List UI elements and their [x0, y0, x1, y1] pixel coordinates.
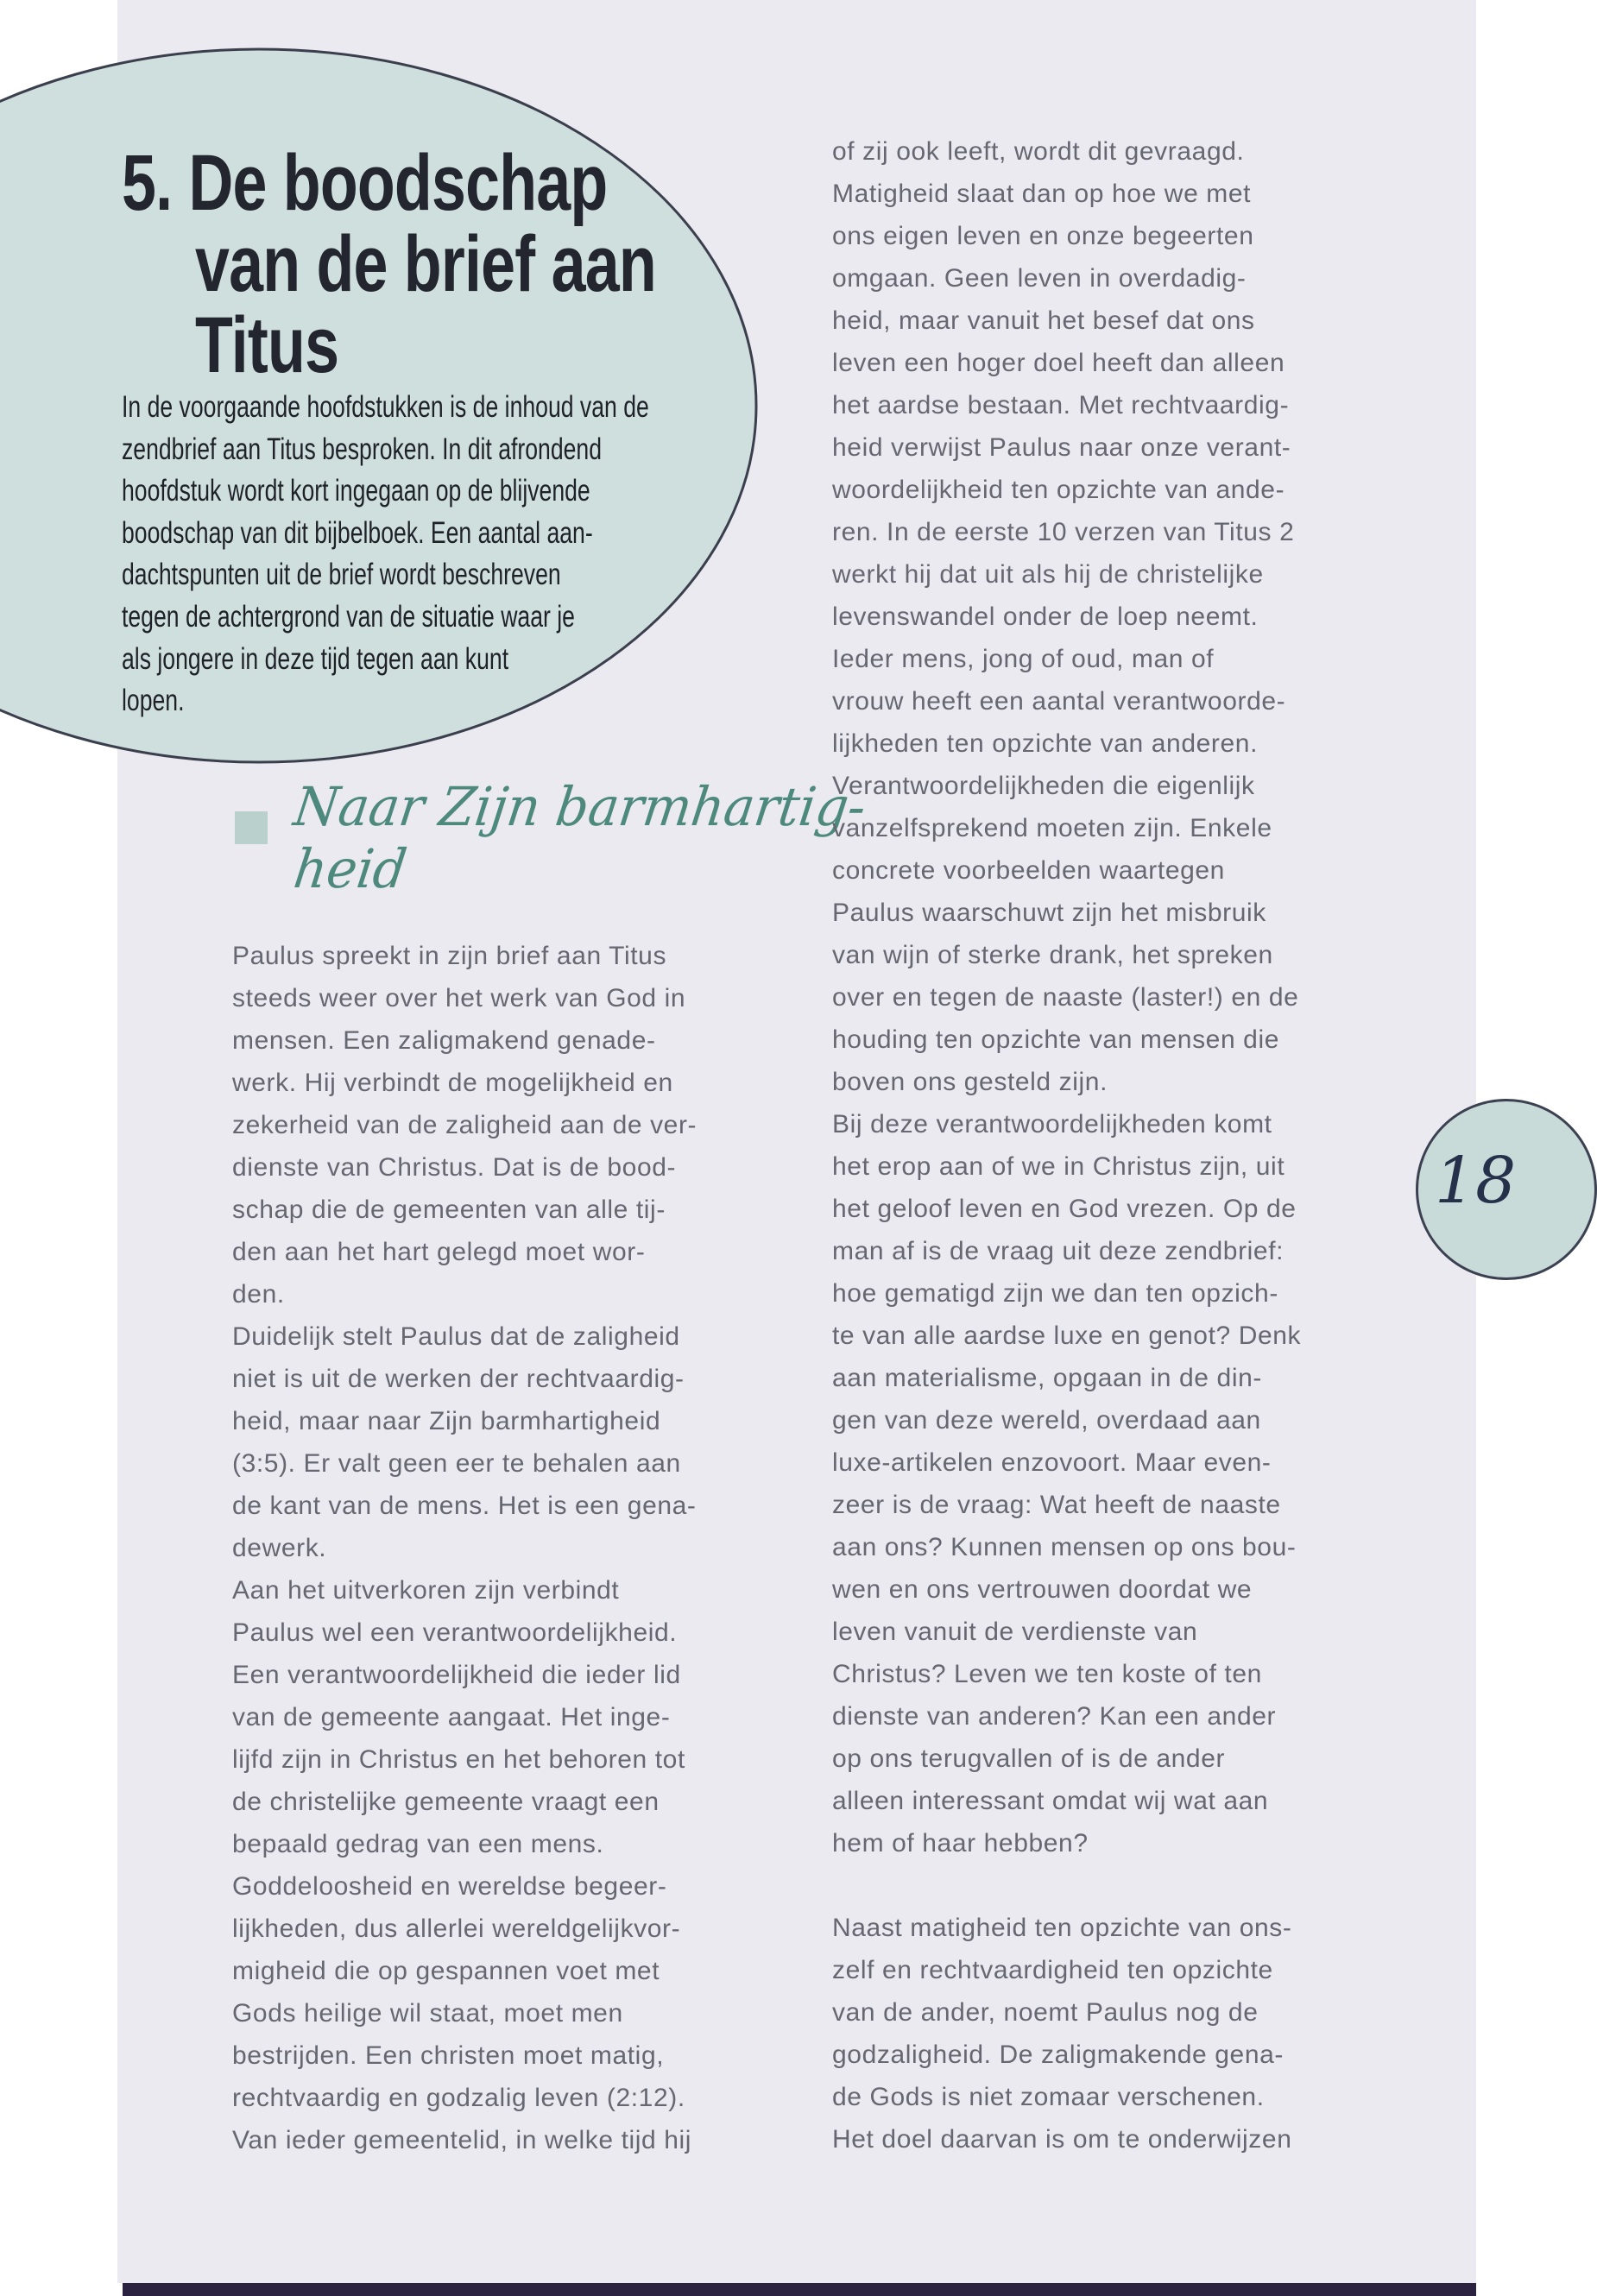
- book-page: [117, 0, 1517, 2283]
- body-text-line: den.: [232, 1280, 285, 1309]
- body-text-line: vrouw heeft een aantal verantwoorde-: [832, 687, 1286, 716]
- body-text-line: over en tegen de naaste (laster!) en de: [832, 983, 1299, 1012]
- body-text-line: dienste van Christus. Dat is de bood-: [232, 1153, 677, 1182]
- body-text-line: ren. In de eerste 10 verzen van Titus 2: [832, 518, 1295, 546]
- body-text-line: migheid die op gespannen voet met: [232, 1957, 660, 1985]
- body-text-line: Christus? Leven we ten koste of ten: [832, 1660, 1262, 1688]
- body-text-line: werk. Hij verbindt de mogelijkheid en: [232, 1069, 673, 1097]
- body-text-line: de christelijke gemeente vraagt een: [232, 1788, 660, 1816]
- body-text-line: gen van deze wereld, overdaad aan: [832, 1406, 1261, 1435]
- body-text-line: bepaald gedrag van een mens.: [232, 1830, 604, 1858]
- body-text-line: wen en ons vertrouwen doordat we: [832, 1575, 1253, 1604]
- body-text-line: lijkheden, dus allerlei wereldgelijkvor-: [232, 1914, 681, 1943]
- body-text-line: zelf en rechtvaardigheid ten opzichte: [832, 1956, 1273, 1984]
- body-text-line: Naast matigheid ten opzichte van ons-: [832, 1914, 1292, 1942]
- body-text-line: dewerk.: [232, 1534, 327, 1562]
- body-text-line: Matigheid slaat dan op hoe we met: [832, 180, 1252, 208]
- body-text-line: Paulus spreekt in zijn brief aan Titus: [232, 942, 667, 970]
- body-text-line: het erop aan of we in Christus zijn, uit: [832, 1152, 1285, 1181]
- body-text-line: leven een hoger doel heeft dan alleen: [832, 349, 1285, 377]
- body-text-line: Paulus wel een verantwoordelijkheid.: [232, 1618, 678, 1647]
- intro-text-line: boodschap van dit bijbelboek. Een aantal aan-: [122, 515, 593, 550]
- body-text-line: aan materialisme, opgaan in de din-: [832, 1364, 1262, 1392]
- body-text-line: godzaligheid. De zaligmakende gena-: [832, 2041, 1285, 2069]
- body-text-line: Gods heilige wil staat, moet men: [232, 1999, 623, 2028]
- body-text-line: leven vanuit de verdienste van: [832, 1618, 1198, 1646]
- body-text-line: Ieder mens, jong of oud, man of: [832, 645, 1215, 673]
- body-text-line: man af is de vraag uit deze zendbrief:: [832, 1237, 1285, 1265]
- body-text-line: zeer is de vraag: Wat heeft de naaste: [832, 1491, 1281, 1519]
- body-text-line: alleen interessant omdat wij wat aan: [832, 1787, 1269, 1815]
- intro-text-line: zendbrief aan Titus besproken. In dit afrondend: [122, 432, 603, 466]
- body-text-line: bestrijden. Een christen moet matig,: [232, 2041, 665, 2070]
- left-text-column: [232, 935, 697, 2161]
- intro-text-line: In de voorgaande hoofdstukken is de inhoud van de: [122, 390, 649, 424]
- intro-text-line: lopen.: [122, 684, 185, 718]
- body-text-line: of zij ook leeft, wordt dit gevraagd.: [832, 137, 1245, 166]
- body-text-line: Goddeloosheid en wereldse begeer-: [232, 1872, 667, 1901]
- right-text-column: [832, 130, 1301, 2160]
- intro-text-line: hoofdstuk wordt kort ingegaan op de blijvende: [122, 474, 590, 508]
- body-text-line: Van ieder gemeentelid, in welke tijd hij: [232, 2126, 692, 2154]
- body-text-line: Aan het uitverkoren zijn verbindt: [232, 1576, 620, 1605]
- body-text-line: boven ons gesteld zijn.: [832, 1068, 1108, 1096]
- body-text-line: rechtvaardig en godzalig leven (2:12).: [232, 2084, 685, 2112]
- body-text-line: levenswandel onder de loep neemt.: [832, 602, 1259, 631]
- intro-text-line: tegen de achtergrond van de situatie waar je: [122, 600, 575, 634]
- body-text-line: hoe gematigd zijn we dan ten opzich-: [832, 1279, 1278, 1308]
- body-text-line: dienste van anderen? Kan een ander: [832, 1702, 1277, 1731]
- chapter-title-line: 5. De boodschap: [122, 139, 608, 227]
- chapter-title-line: van de brief aan: [195, 220, 656, 308]
- body-text-line: omgaan. Geen leven in overdadig-: [832, 264, 1247, 293]
- body-text-line: [832, 1864, 1301, 1907]
- body-text-line: aan ons? Kunnen mensen op ons bou-: [832, 1533, 1297, 1561]
- body-text-line: Bij deze verantwoordelijkheden komt: [832, 1110, 1272, 1139]
- body-text-line: van wijn of sterke drank, het spreken: [832, 941, 1273, 969]
- body-text-line: Het doel daarvan is om te onderwijzen: [832, 2125, 1292, 2154]
- body-text-line: Verantwoordelijkheden die eigenlijk: [832, 772, 1255, 800]
- body-text-line: (3:5). Er valt geen eer te behalen aan: [232, 1449, 681, 1478]
- body-text-line: van de ander, noemt Paulus nog de: [832, 1998, 1259, 2027]
- body-text-line: mensen. Een zaligmakend genade-: [232, 1026, 656, 1055]
- section-heading-line: heid: [290, 837, 411, 900]
- body-text-line: schap die de gemeenten van alle tij-: [232, 1195, 666, 1224]
- body-text-line: heid, maar naar Zijn barmhartigheid: [232, 1407, 661, 1435]
- intro-text-line: dachtspunten uit de brief wordt beschreven: [122, 558, 561, 592]
- body-text-line: luxe-artikelen enzovoort. Maar even-: [832, 1448, 1272, 1477]
- body-text-line: hem of haar hebben?: [832, 1829, 1089, 1858]
- body-text-line: heid, maar vanuit het besef dat ons: [832, 306, 1255, 335]
- body-text-line: op ons terugvallen of is de ander: [832, 1744, 1226, 1773]
- body-text-line: Een verantwoordelijkheid die ieder lid: [232, 1661, 681, 1689]
- body-text-line: lijfd zijn in Christus en het behoren tot: [232, 1745, 685, 1774]
- section-marker-square: [235, 811, 268, 844]
- body-text-line: ons eigen leven en onze begeerten: [832, 222, 1254, 250]
- body-text-line: de Gods is niet zomaar verschenen.: [832, 2083, 1265, 2111]
- body-text-line: woordelijkheid ten opzichte van ande-: [832, 476, 1285, 504]
- body-text-line: concrete voorbeelden waartegen: [832, 856, 1225, 885]
- body-text-line: van de gemeente aangaat. Het inge-: [232, 1703, 671, 1731]
- body-text-line: niet is uit de werken der rechtvaardig-: [232, 1365, 685, 1393]
- body-text-line: werkt hij dat uit als hij de christelijke: [832, 560, 1264, 589]
- body-text-line: steeds weer over het werk van God in: [232, 984, 686, 1012]
- body-text-line: heid verwijst Paulus naar onze verant-: [832, 433, 1291, 462]
- body-text-line: lijkheden ten opzichte van anderen.: [832, 729, 1259, 758]
- body-text-line: vanzelfsprekend moeten zijn. Enkele: [832, 814, 1272, 842]
- body-text-line: het aardse bestaan. Met rechtvaardig-: [832, 391, 1290, 419]
- body-text-line: Duidelijk stelt Paulus dat de zaligheid: [232, 1322, 680, 1351]
- page-number: 18: [1435, 1144, 1517, 1218]
- body-text-line: te van alle aardse luxe en genot? Denk: [832, 1321, 1302, 1350]
- chapter-title-line: Titus: [195, 301, 339, 389]
- body-text-line: houding ten opzichte van mensen die: [832, 1025, 1280, 1054]
- body-text-line: zekerheid van de zaligheid aan de ver-: [232, 1111, 698, 1139]
- page-bottom-edge: [123, 2283, 1476, 2296]
- body-text-line: den aan het hart gelegd moet wor-: [232, 1238, 646, 1266]
- body-text-line: de kant van de mens. Het is een gena-: [232, 1492, 697, 1520]
- section-heading-line: Naar Zijn barmhartig-: [290, 775, 870, 838]
- body-text-line: Paulus waarschuwt zijn het misbruik: [832, 899, 1266, 927]
- intro-text-line: als jongere in deze tijd tegen aan kunt: [122, 641, 509, 676]
- body-text-line: het geloof leven en God vrezen. Op de: [832, 1195, 1297, 1223]
